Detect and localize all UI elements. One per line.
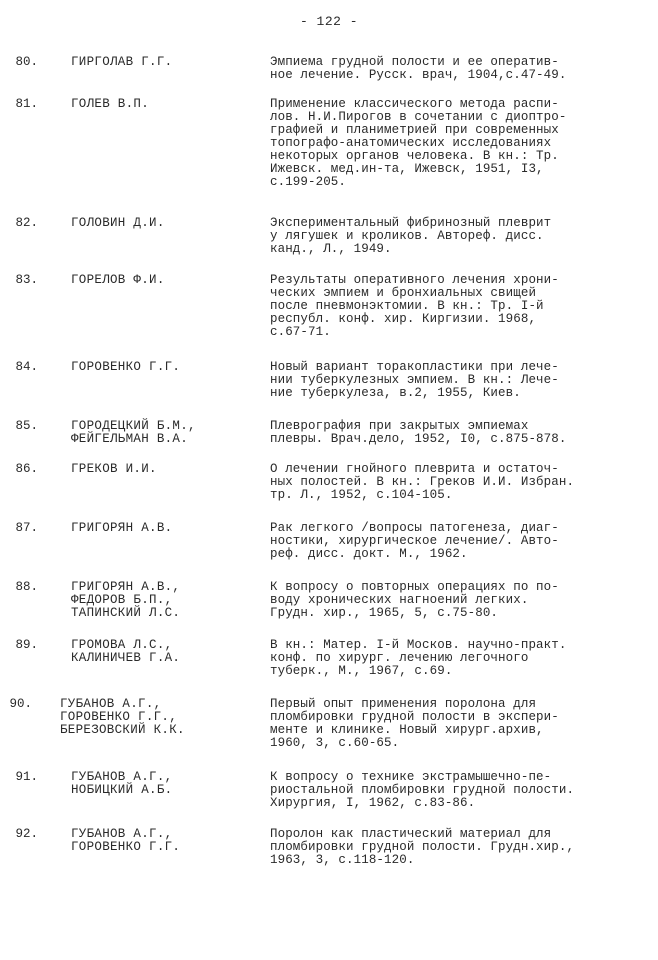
entry-authors: ГРЕКОВ И.И. bbox=[71, 462, 157, 476]
page-number: - 122 - bbox=[299, 14, 359, 29]
entry-description: О лечении гнойного плеврита и остаточ- ных полостей. В кн.: Греков И.И. Избран. тр. Л., 1952, с.104-105. bbox=[270, 462, 575, 502]
entry-number: 83. bbox=[15, 273, 38, 287]
entry-description: Плеврография при закрытых эмпиемах плевры. Врач.дело, 1952, I0, с.875-878. bbox=[270, 419, 567, 446]
entry-description: Рак легкого /вопросы патогенеза, диаг- ностики, хирургическое лечение/. Авто- реф. дисс. докт. М., 1962. bbox=[270, 521, 559, 561]
entry-description: Применение классического метода распи- лов. Н.И.Пирогов в сочетании с диоптро- графией и планиметрией при современных топографо-анатомических исследованиях некоторых органов человека. В кн.: Тр. Ижевск. мед.ин-та, Ижевск, 1951, I3, с.199-205. bbox=[270, 97, 567, 189]
entry-number: 86. bbox=[15, 462, 38, 476]
entry-authors: ГОРОДЕЦКИЙ Б.М., ФЕЙГЕЛЬМАН В.А. bbox=[71, 419, 196, 446]
entry-number: 81. bbox=[15, 97, 38, 111]
entry-authors: ГУБАНОВ А.Г., НОБИЦКИЙ А.Б. bbox=[71, 770, 173, 797]
entry-number: 91. bbox=[15, 770, 38, 784]
entry-authors: ГУБАНОВ А.Г., ГОРОВЕНКО Г.Г. bbox=[71, 827, 181, 854]
entry-description: К вопросу о технике экстрамышечно-пе- риостальной пломбировки грудной полости. Хирургия, I, 1962, с.83-86. bbox=[270, 770, 575, 810]
entry-number: 89. bbox=[15, 638, 38, 652]
entry-number: 90. bbox=[9, 697, 32, 711]
entry-description: Первый опыт применения поролона для пломбировки грудной полости в экспери- менте и клинике. Новый хирург.архив, 1960, 3, с.60-65. bbox=[270, 697, 559, 750]
entry-number: 84. bbox=[15, 360, 38, 374]
entry-description: Экспериментальный фибринозный плеврит у лягушек и кроликов. Автореф. дисс. канд., Л., 1949. bbox=[270, 216, 552, 256]
entry-number: 92. bbox=[15, 827, 38, 841]
entry-description: Поролон как пластический материал для пломбировки грудной полости. Грудн.хир., 1963, 3, с.118-120. bbox=[270, 827, 575, 867]
entry-authors: ГОРОВЕНКО Г.Г. bbox=[71, 360, 181, 374]
entry-authors: ГИРГОЛАВ Г.Г. bbox=[71, 55, 173, 69]
entry-authors: ГОЛОВИН Д.И. bbox=[71, 216, 165, 230]
entry-number: 85. bbox=[15, 419, 38, 433]
entry-number: 80. bbox=[15, 55, 38, 69]
entry-authors: ГУБАНОВ А.Г., ГОРОВЕНКО Г.Г., БЕРЕЗОВСКИЙ К.К. bbox=[60, 697, 185, 737]
entry-authors: ГОРЕЛОВ Ф.И. bbox=[71, 273, 165, 287]
entry-description: Эмпиема грудной полости и ее оператив- ное лечение. Русск. врач, 1904,с.47-49. bbox=[270, 55, 567, 82]
entry-description: Новый вариант торакопластики при лече- нии туберкулезных эмпием. В кн.: Лече- ние туберкулеза, в.2, 1955, Киев. bbox=[270, 360, 559, 400]
entry-authors: ГРИГОРЯН А.В., ФЕДОРОВ Б.П., ТАПИНСКИЙ Л.С. bbox=[71, 580, 181, 620]
entry-number: 82. bbox=[15, 216, 38, 230]
entry-authors: ГРИГОРЯН А.В. bbox=[71, 521, 173, 535]
entry-description: Результаты оперативного лечения хрони- ческих эмпием и бронхиальных свищей после пневмонэктомии. В кн.: Тр. I-й республ. конф. хир. Киргизии. 1968, с.67-71. bbox=[270, 273, 559, 339]
entry-number: 87. bbox=[15, 521, 38, 535]
entry-authors: ГОЛЕВ В.П. bbox=[71, 97, 150, 111]
entry-description: В кн.: Матер. I-й Москов. научно-практ. конф. по хирург. лечению легочного туберк., М., 1967, с.69. bbox=[270, 638, 567, 678]
entry-authors: ГРОМОВА Л.С., КАЛИНИЧЕВ Г.А. bbox=[71, 638, 181, 665]
entry-number: 88. bbox=[15, 580, 38, 594]
entry-description: К вопросу о повторных операциях по по- воду хронических нагноений легких. Грудн. хир., 1965, 5, с.75-80. bbox=[270, 580, 559, 620]
